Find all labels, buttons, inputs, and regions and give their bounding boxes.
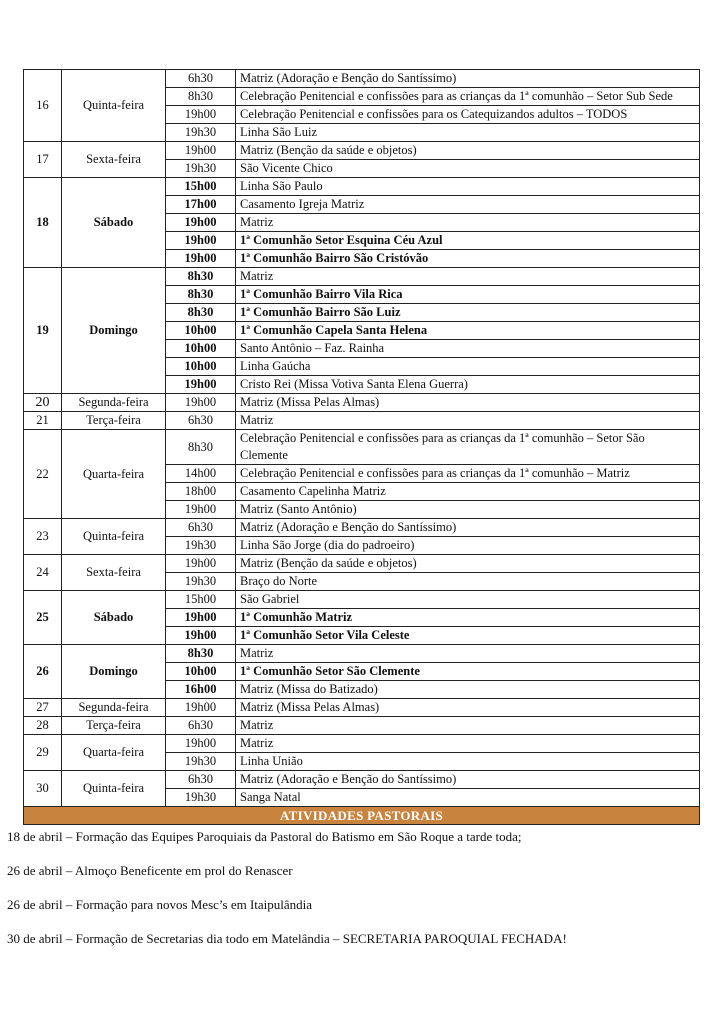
event-time: 15h00 bbox=[166, 178, 236, 196]
schedule-row bbox=[24, 430, 700, 465]
day-number: 22 bbox=[24, 430, 62, 519]
event-description: Matriz (Benção da saúde e objetos) bbox=[236, 555, 700, 573]
weekday-name: Terça-feira bbox=[62, 717, 166, 735]
event-time: 19h00 bbox=[166, 609, 236, 627]
schedule-row bbox=[24, 142, 700, 160]
event-description: Matriz bbox=[236, 645, 700, 663]
weekday-name: Domingo bbox=[62, 268, 166, 394]
event-time: 15h00 bbox=[166, 591, 236, 609]
day-number: 17 bbox=[24, 142, 62, 178]
event-description: Casamento Capelinha Matriz bbox=[236, 483, 700, 501]
atividades-header: ATIVIDADES PASTORAIS bbox=[23, 807, 700, 825]
schedule-row bbox=[24, 717, 700, 735]
event-time: 19h00 bbox=[166, 627, 236, 645]
event-description: Celebração Penitencial e confissões para as crianças da 1ª comunhão – Setor São Clemente bbox=[236, 430, 700, 465]
atividade-item: 26 de abril – Almoço Beneficente em prol do Renascer bbox=[7, 863, 293, 878]
event-description: 1ª Comunhão Bairro São Luiz bbox=[236, 304, 700, 322]
event-time: 19h00 bbox=[166, 106, 236, 124]
event-time: 19h30 bbox=[166, 160, 236, 178]
day-number: 16 bbox=[24, 70, 62, 142]
weekday-name: Sábado bbox=[62, 178, 166, 268]
schedule-row bbox=[24, 555, 700, 573]
event-time: 10h00 bbox=[166, 663, 236, 681]
event-time: 16h00 bbox=[166, 681, 236, 699]
weekday-name: Quarta-feira bbox=[62, 735, 166, 771]
weekday-name: Sexta-feira bbox=[62, 142, 166, 178]
event-description: Matriz (Adoração e Benção do Santíssimo) bbox=[236, 771, 700, 789]
event-description: Celebração Penitencial e confissões para os Catequizandos adultos – TODOS bbox=[236, 106, 700, 124]
weekday-name: Quinta-feira bbox=[62, 70, 166, 142]
schedule-row bbox=[24, 771, 700, 789]
event-time: 10h00 bbox=[166, 322, 236, 340]
event-description: Matriz bbox=[236, 412, 700, 430]
schedule-row bbox=[24, 394, 700, 412]
atividade-item: 30 de abril – Formação de Secretarias dia todo em Matelândia – SECRETARIA PAROQUIAL FECHADA! bbox=[7, 931, 567, 946]
event-description: Casamento Igreja Matriz bbox=[236, 196, 700, 214]
day-number: 23 bbox=[24, 519, 62, 555]
day-number: 28 bbox=[24, 717, 62, 735]
schedule-row bbox=[24, 645, 700, 663]
event-time: 18h00 bbox=[166, 483, 236, 501]
schedule-row bbox=[24, 70, 700, 88]
weekday-name: Sexta-feira bbox=[62, 555, 166, 591]
event-description: Braço do Norte bbox=[236, 573, 700, 591]
event-time: 19h30 bbox=[166, 124, 236, 142]
weekday-name: Segunda-feira bbox=[62, 394, 166, 412]
event-time: 19h00 bbox=[166, 699, 236, 717]
event-description: Matriz bbox=[236, 735, 700, 753]
event-description: Matriz (Adoração e Benção do Santíssimo) bbox=[236, 70, 700, 88]
event-description: 1ª Comunhão Setor Esquina Céu Azul bbox=[236, 232, 700, 250]
event-description: Matriz (Missa Pelas Almas) bbox=[236, 394, 700, 412]
event-time: 19h00 bbox=[166, 501, 236, 519]
event-description: São Vicente Chico bbox=[236, 160, 700, 178]
event-description: Celebração Penitencial e confissões para as crianças da 1ª comunhão – Matriz bbox=[236, 465, 700, 483]
day-number: 29 bbox=[24, 735, 62, 771]
day-number: 27 bbox=[24, 699, 62, 717]
event-description: Santo Antônio – Faz. Rainha bbox=[236, 340, 700, 358]
event-time: 17h00 bbox=[166, 196, 236, 214]
day-number: 25 bbox=[24, 591, 62, 645]
event-time: 6h30 bbox=[166, 412, 236, 430]
event-description: Matriz (Adoração e Benção do Santíssimo) bbox=[236, 519, 700, 537]
event-time: 6h30 bbox=[166, 771, 236, 789]
event-time: 19h00 bbox=[166, 250, 236, 268]
event-description: Matriz (Santo Antônio) bbox=[236, 501, 700, 519]
event-description: Matriz (Missa Pelas Almas) bbox=[236, 699, 700, 717]
event-description: 1ª Comunhão Matriz bbox=[236, 609, 700, 627]
event-time: 19h00 bbox=[166, 142, 236, 160]
weekday-name: Terça-feira bbox=[62, 412, 166, 430]
schedule-row bbox=[24, 699, 700, 717]
atividade-item: 26 de abril – Formação para novos Mesc’s em Itaipulândia bbox=[7, 897, 313, 912]
event-description: Matriz bbox=[236, 717, 700, 735]
event-time: 8h30 bbox=[166, 430, 236, 465]
event-description: Matriz (Missa do Batizado) bbox=[236, 681, 700, 699]
day-number: 21 bbox=[24, 412, 62, 430]
schedule-row bbox=[24, 412, 700, 430]
event-description: Linha União bbox=[236, 753, 700, 771]
event-description: 1ª Comunhão Bairro Vila Rica bbox=[236, 286, 700, 304]
event-time: 19h30 bbox=[166, 789, 236, 807]
event-time: 8h30 bbox=[166, 304, 236, 322]
day-number: 18 bbox=[24, 178, 62, 268]
event-time: 10h00 bbox=[166, 358, 236, 376]
weekday-name: Domingo bbox=[62, 645, 166, 699]
weekday-name: Quarta-feira bbox=[62, 430, 166, 519]
day-number: 20 bbox=[24, 394, 62, 412]
document-page bbox=[7, 69, 700, 964]
event-time: 19h00 bbox=[166, 214, 236, 232]
event-time: 6h30 bbox=[166, 70, 236, 88]
atividades-list bbox=[7, 828, 700, 948]
event-description: 1ª Comunhão Setor São Clemente bbox=[236, 663, 700, 681]
schedule-table bbox=[23, 69, 700, 807]
schedule-row bbox=[24, 178, 700, 196]
event-time: 19h00 bbox=[166, 376, 236, 394]
event-description: Celebração Penitencial e confissões para as crianças da 1ª comunhão – Setor Sub Sede bbox=[236, 88, 700, 106]
event-time: 19h30 bbox=[166, 753, 236, 771]
event-time: 19h00 bbox=[166, 394, 236, 412]
day-number: 24 bbox=[24, 555, 62, 591]
schedule-row bbox=[24, 591, 700, 609]
event-time: 19h30 bbox=[166, 537, 236, 555]
event-description: Cristo Rei (Missa Votiva Santa Elena Guerra) bbox=[236, 376, 700, 394]
event-time: 8h30 bbox=[166, 286, 236, 304]
day-number: 26 bbox=[24, 645, 62, 699]
event-time: 8h30 bbox=[166, 88, 236, 106]
event-time: 19h30 bbox=[166, 573, 236, 591]
event-description: Linha São Luiz bbox=[236, 124, 700, 142]
day-number: 30 bbox=[24, 771, 62, 807]
event-time: 10h00 bbox=[166, 340, 236, 358]
event-time: 14h00 bbox=[166, 465, 236, 483]
weekday-name: Quinta-feira bbox=[62, 771, 166, 807]
schedule-row bbox=[24, 735, 700, 753]
event-description: 1ª Comunhão Setor Vila Celeste bbox=[236, 627, 700, 645]
event-description: Linha São Jorge (dia do padroeiro) bbox=[236, 537, 700, 555]
event-time: 8h30 bbox=[166, 268, 236, 286]
event-description: Linha Gaúcha bbox=[236, 358, 700, 376]
schedule-row bbox=[24, 268, 700, 286]
event-time: 8h30 bbox=[166, 645, 236, 663]
event-time: 6h30 bbox=[166, 717, 236, 735]
event-description: São Gabriel bbox=[236, 591, 700, 609]
event-time: 19h00 bbox=[166, 735, 236, 753]
weekday-name: Segunda-feira bbox=[62, 699, 166, 717]
event-time: 6h30 bbox=[166, 519, 236, 537]
event-description: 1ª Comunhão Bairro São Cristóvão bbox=[236, 250, 700, 268]
event-description: Matriz (Benção da saúde e objetos) bbox=[236, 142, 700, 160]
event-description: Sanga Natal bbox=[236, 789, 700, 807]
event-description: 1ª Comunhão Capela Santa Helena bbox=[236, 322, 700, 340]
schedule-row bbox=[24, 519, 700, 537]
atividade-item: 18 de abril – Formação das Equipes Paroquiais da Pastoral do Batismo em São Roque a tarde toda; bbox=[7, 829, 522, 844]
event-time: 19h00 bbox=[166, 555, 236, 573]
weekday-name: Quinta-feira bbox=[62, 519, 166, 555]
event-description: Matriz bbox=[236, 268, 700, 286]
day-number: 19 bbox=[24, 268, 62, 394]
event-description: Matriz bbox=[236, 214, 700, 232]
event-description: Linha São Paulo bbox=[236, 178, 700, 196]
weekday-name: Sábado bbox=[62, 591, 166, 645]
event-time: 19h00 bbox=[166, 232, 236, 250]
